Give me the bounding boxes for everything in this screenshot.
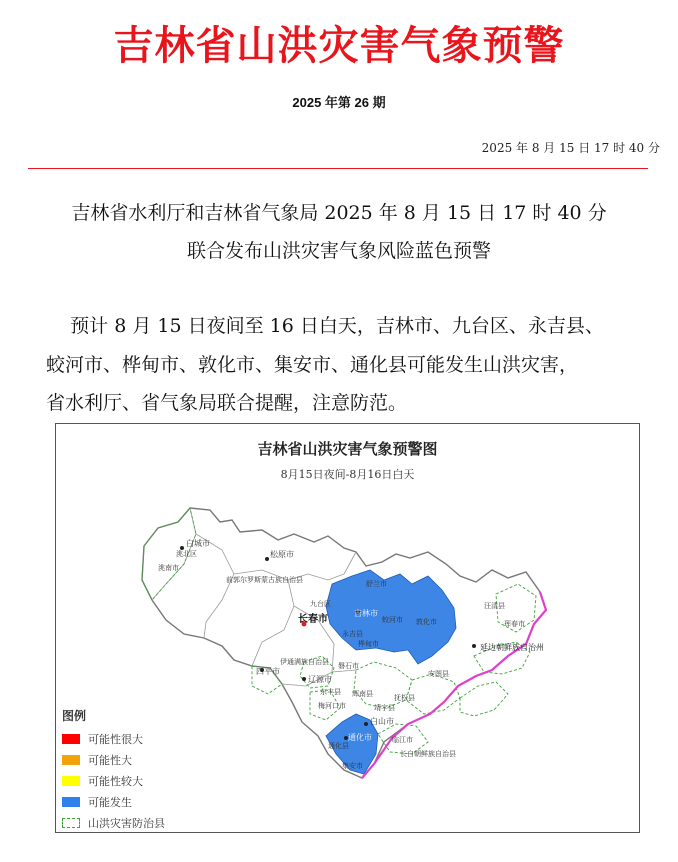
label-taonan: 洮南市 (158, 564, 179, 572)
label-tonghua: 通化市 (348, 733, 372, 742)
label-liaoyuan: 辽源市 (308, 675, 332, 684)
issue-number: 2025 年第 26 期 (292, 95, 386, 110)
legend-title: 图例 (62, 709, 87, 723)
legend-item-very-likely (62, 728, 212, 749)
map-title: 吉林省山洪灾害气象预警图 (257, 440, 438, 458)
label-fusong: 抚松县 (394, 694, 415, 702)
label-changbai: 长白朝鲜族自治县 (400, 750, 456, 758)
body-line-2: 蛟河市、桦甸市、敦化市、集安市、通化县可能发生山洪灾害， (46, 354, 579, 376)
legend-swatch-orange (62, 755, 80, 765)
header-divider (28, 168, 648, 169)
issue-timestamp: 2025 年 8 月 15 日 17 时 40 分 (481, 141, 660, 155)
label-changchun: 长春市 (298, 614, 328, 625)
label-jiutai: 九台区 (310, 600, 331, 608)
legend-label: 可能发生 (88, 795, 132, 809)
label-linjiang: 临江市 (392, 736, 413, 744)
label-tonghuaxian: 通化县 (328, 742, 349, 750)
bulletin-title: 吉林省山洪灾害气象预警 (113, 23, 565, 69)
map-legend (62, 707, 212, 833)
label-jingyu: 靖宇县 (374, 704, 395, 712)
label-jiaohe: 蛟河市 (382, 616, 403, 624)
label-meihekou: 梅河口市 (318, 702, 346, 710)
legend-label: 可能性很大 (88, 732, 143, 746)
headline-line-1: 吉林省水利厅和吉林省气象局 2025 年 8 月 15 日 17 时 40 分 (71, 202, 607, 224)
label-jilin: 吉林市 (354, 609, 378, 618)
legend-item-likely (62, 749, 212, 770)
map-subtitle: 8月15日夜间-8月16日白天 (280, 468, 415, 481)
label-wangqing: 汪清县 (484, 602, 505, 610)
label-panshi: 磐石市 (338, 662, 359, 670)
legend-swatch-county (62, 818, 80, 828)
label-taobei: 洮北区 (176, 550, 197, 558)
body-line-1: 预计 8 月 15 日夜间至 16 日白天，吉林市、九台区、永吉县、 (46, 315, 604, 337)
label-jian: 集安市 (342, 762, 363, 770)
label-yongji: 永吉县 (342, 630, 363, 638)
label-baishan: 白山市 (370, 717, 394, 726)
legend-label: 可能性较大 (88, 774, 143, 788)
body-line-3: 省水利厅、省气象局联合提醒，注意防范。 (46, 392, 408, 414)
label-antu: 安图县 (428, 670, 449, 678)
legend-item-county (62, 812, 212, 833)
label-qianguo: 前郭尔罗斯蒙古族自治县 (226, 576, 303, 584)
legend-label: 山洪灾害防治县 (88, 816, 165, 830)
label-yitong: 伊通满族自治县 (280, 658, 329, 666)
legend-swatch-blue (62, 797, 80, 807)
legend-label: 可能性大 (88, 753, 132, 767)
label-huinan: 辉南县 (352, 690, 373, 698)
legend-item-fairly-likely (62, 770, 212, 791)
label-shulan: 舒兰市 (366, 580, 387, 588)
label-dongfeng: 东丰县 (320, 688, 341, 696)
label-hunchun: 珲春市 (504, 620, 525, 628)
label-huadian: 桦甸市 (358, 640, 379, 648)
headline-line-2: 联合发布山洪灾害气象风险蓝色预警 (186, 240, 491, 262)
label-siping: 四平市 (256, 667, 280, 676)
label-yanbian: 延边朝鲜族自治州 (480, 643, 544, 652)
warning-map (55, 423, 640, 833)
legend-swatch-red (62, 734, 80, 744)
label-songyuan: 松原市 (270, 550, 294, 559)
label-baicheng: 白城市 (186, 539, 210, 548)
legend-item-possible (62, 791, 212, 812)
label-dunhua: 敦化市 (416, 618, 437, 626)
legend-swatch-yellow (62, 776, 80, 786)
